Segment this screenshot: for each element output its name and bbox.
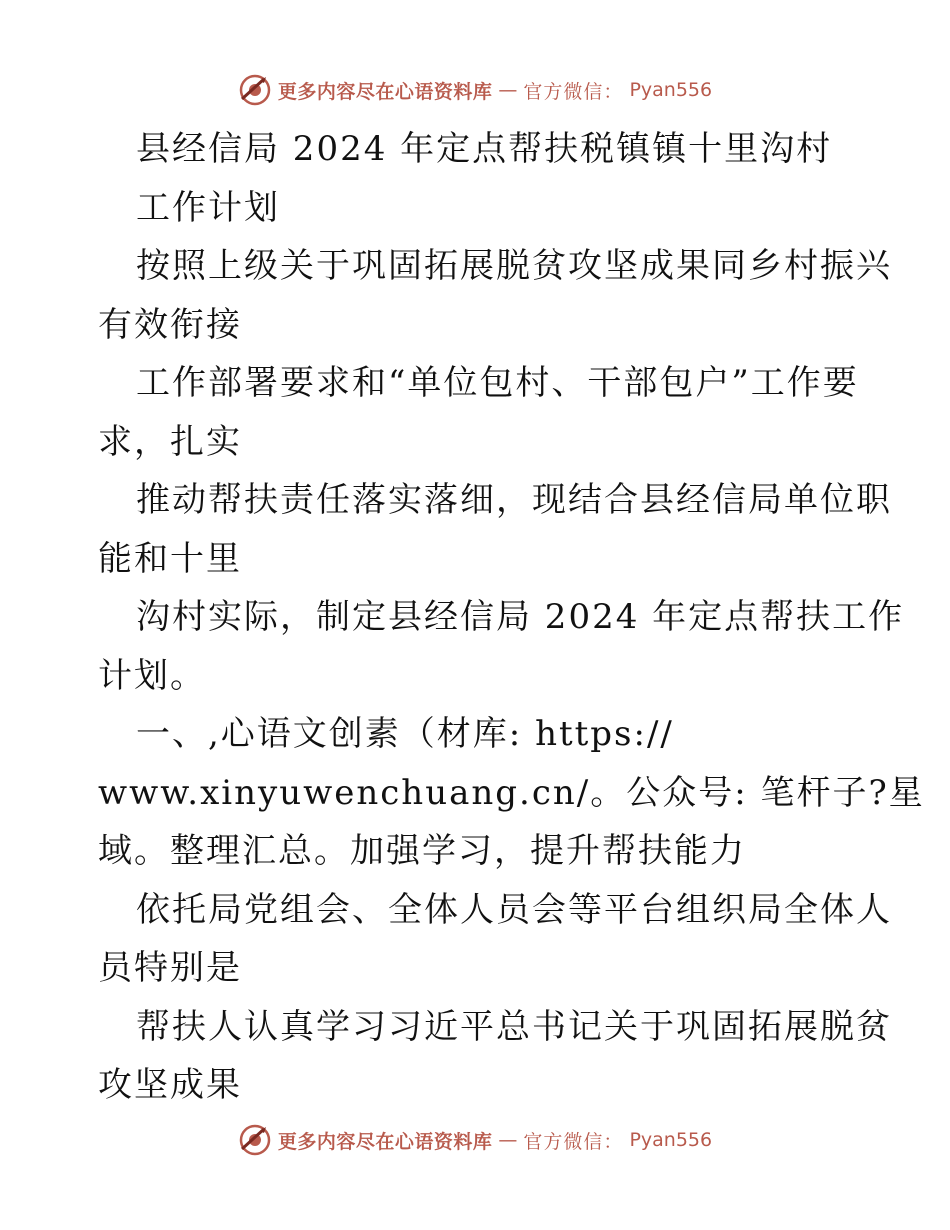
document-line: www.xinyuwenchuang.cn/。公众号: 笔杆子?星: [98, 772, 925, 813]
watermark-wechat-id: Pyan556: [629, 1129, 713, 1151]
logo-icon: [238, 1123, 272, 1157]
document-line: 工作计划: [136, 187, 280, 228]
document-line: 计划。: [98, 655, 206, 696]
document-line: 推动帮扶责任落实落细，现结合县经信局单位职: [136, 480, 892, 520]
document-line: 有效衔接: [98, 304, 242, 345]
watermark-wechat-id: Pyan556: [629, 79, 713, 101]
watermark-wechat-label: 官方微信：: [523, 80, 624, 103]
document-line: 能和十里: [98, 538, 242, 579]
document-line: 一、,心语文创素（材库: https://: [136, 714, 674, 754]
document-line: 沟村实际，制定县经信局 2024 年定点帮扶工作: [136, 597, 905, 637]
header-watermark: [0, 70, 950, 110]
document-line: 员特别是: [98, 948, 242, 988]
document-line: 求，扎实: [98, 421, 242, 462]
document-line: 县经信局 2024 年定点帮扶税镇镇十里沟村: [136, 129, 833, 169]
document-line: 工作部署要求和“单位包村、干部包户”工作要: [136, 363, 859, 403]
document-line: 帮扶人认真学习习近平总书记关于巩固拓展脱贫: [136, 1006, 892, 1047]
document-line: 域。整理汇总。加强学习，提升帮扶能力: [98, 831, 746, 871]
watermark-text: 更多内容尽在心语资料库: [277, 1130, 493, 1153]
document-body: [98, 120, 925, 1115]
watermark-text: 更多内容尽在心语资料库: [277, 80, 493, 103]
watermark-wechat-label: 官方微信：: [523, 1130, 624, 1153]
document-line: 依托局党组会、全体人员会等平台组织局全体人: [136, 889, 892, 930]
footer-watermark: [0, 1120, 950, 1160]
watermark-separator: —: [498, 1129, 518, 1151]
watermark-separator: —: [498, 79, 518, 101]
document-line: 攻坚成果: [98, 1065, 242, 1105]
document-line: 按照上级关于巩固拓展脱贫攻坚成果同乡村振兴: [136, 246, 892, 286]
logo-icon: [238, 73, 272, 107]
